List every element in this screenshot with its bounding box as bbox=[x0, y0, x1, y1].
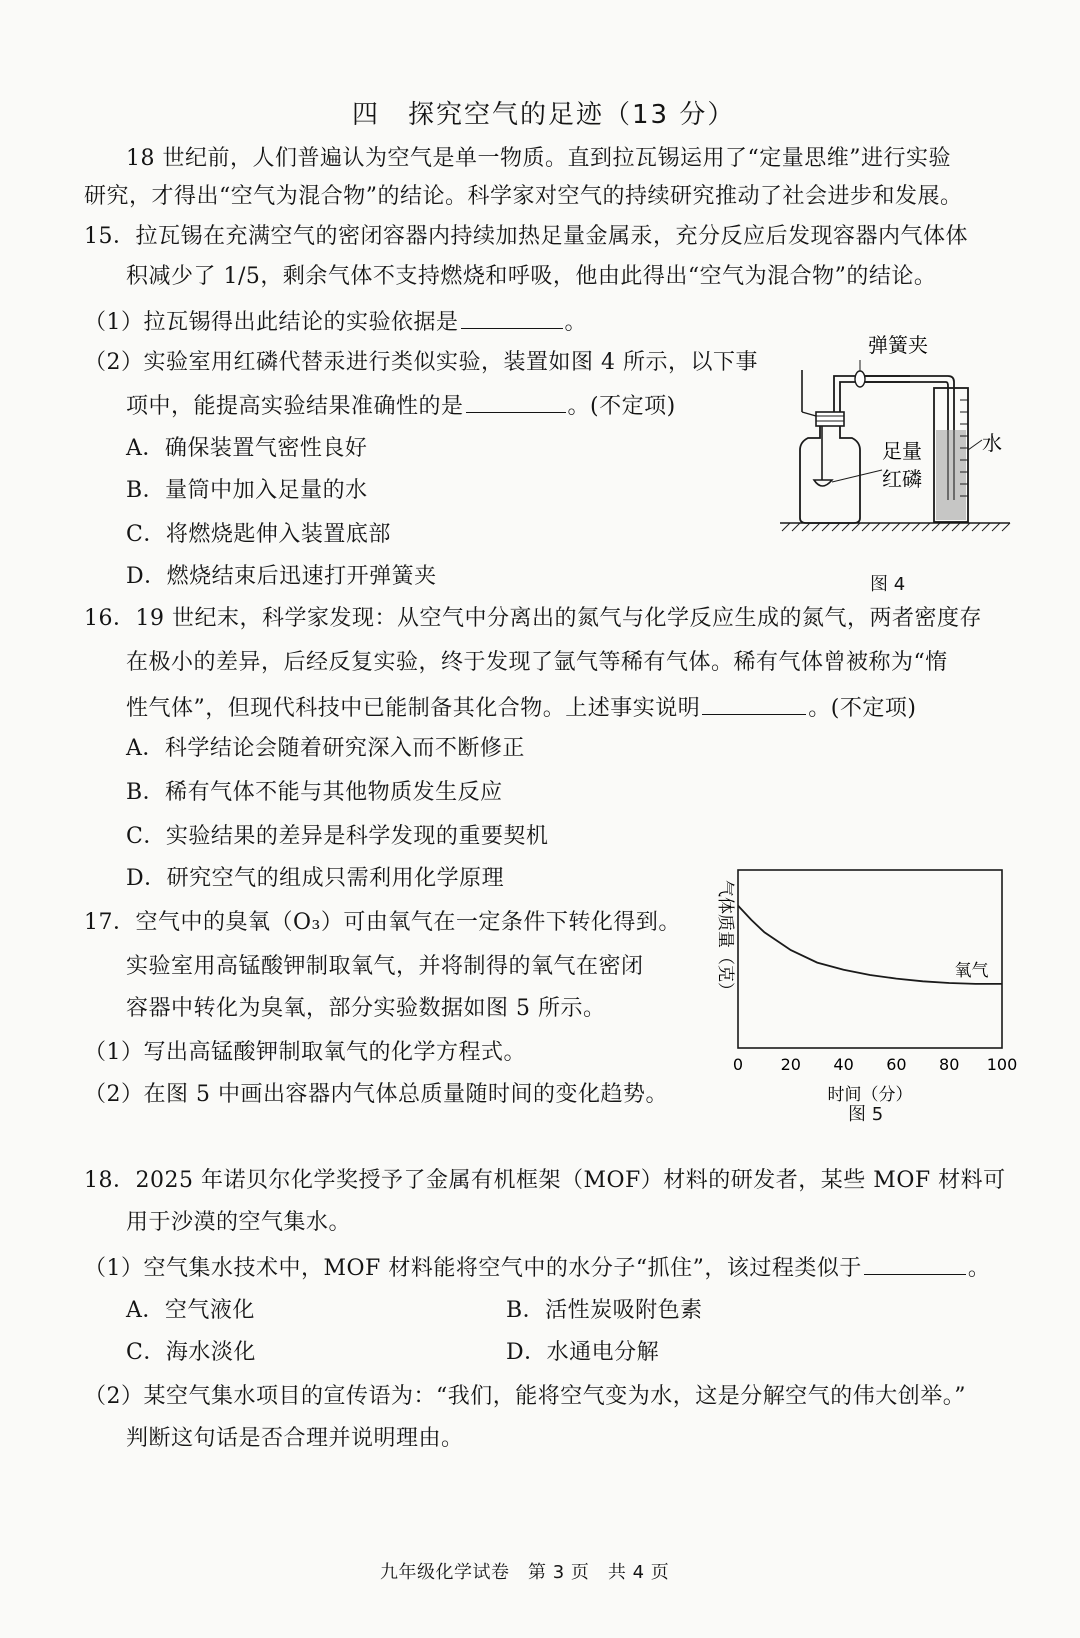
q18-stem-line-2: 用于沙漠的空气集水。 bbox=[126, 1210, 352, 1235]
q15-option-b: B．量筒中加入足量的水 bbox=[126, 478, 368, 503]
q16-stem-line-3 bbox=[126, 692, 916, 724]
q15-sub1-answer-blank[interactable] bbox=[461, 306, 563, 329]
chart-x-tick-label: 100 bbox=[986, 1055, 1018, 1074]
q16-stem-line-2: 在极小的差异，后经反复实验，终于发现了氩气等稀有气体。稀有气体曾被称为“惰 bbox=[126, 650, 948, 675]
q18-option-d: D．水通电分解 bbox=[506, 1340, 660, 1365]
q16-option-a: A．科学结论会随着研究深入而不断修正 bbox=[126, 736, 525, 761]
figure-5-chart bbox=[690, 860, 1030, 1120]
q16-answer-blank[interactable] bbox=[702, 692, 806, 715]
q15-option-c: C．将燃烧匙伸入装置底部 bbox=[126, 522, 391, 547]
q18-sub1 bbox=[84, 1252, 990, 1284]
page-footer: 九年级化学试卷 第 3 页 共 4 页 bbox=[380, 1562, 670, 1583]
q18-option-b: B．活性炭吸附色素 bbox=[506, 1298, 703, 1323]
q15-sub1-tail: 。 bbox=[564, 310, 588, 335]
section-title: 四 探究空气的足迹（13 分） bbox=[352, 100, 736, 130]
q18-sub2-line-1: （2）某空气集水项目的宣传语为：“我们，能将空气变为水，这是分解空气的伟大创举。” bbox=[84, 1384, 966, 1409]
intro-line-2: 研究，才得出“空气为混合物”的结论。科学家对空气的持续研究推动了社会进步和发展。 bbox=[84, 184, 963, 209]
q15-sub2-line-1: （2）实验室用红磷代替汞进行类似实验，装置如图 4 所示，以下事 bbox=[84, 350, 758, 375]
intro-line-1: 18 世纪前，人们普遍认为空气是单一物质。直到拉瓦锡运用了“定量思维”进行实验 bbox=[126, 146, 951, 171]
chart-series-oxygen-label: 氧气 bbox=[954, 960, 989, 981]
q16-stem-line-1: 16．19 世纪末，科学家发现：从空气中分离出的氮气与化学反应生成的氮气，两者密度存 bbox=[84, 606, 982, 631]
q18-option-c: C．海水淡化 bbox=[126, 1340, 256, 1365]
stopper bbox=[816, 412, 844, 426]
q15-stem-line-2: 积减少了 1/5，剩余气体不支持燃烧和呼吸，他由此得出“空气为混合物”的结论。 bbox=[126, 264, 937, 289]
q15-sub2-line-2 bbox=[126, 390, 676, 422]
chart-x-ticks bbox=[733, 1055, 1017, 1074]
q18-sub1-answer-blank[interactable] bbox=[864, 1252, 966, 1275]
water-in-cylinder bbox=[936, 430, 966, 520]
q17-stem-line-1: 17．空气中的臭氧（O₃）可由氧气在一定条件下转化得到。 bbox=[84, 910, 681, 935]
chart-x-tick-label: 60 bbox=[886, 1055, 907, 1074]
q15-stem-line-1: 15．拉瓦锡在充满空气的密闭容器内持续加热足量金属汞，充分反应后发现容器内气体体 bbox=[84, 224, 968, 249]
ignition-spoon bbox=[814, 480, 832, 486]
q18-stem-line-1: 18．2025 年诺贝尔化学奖授予了金属有机框架（MOF）材料的研发者，某些 MOF 材料可 bbox=[84, 1168, 1006, 1193]
q15-sub1-text: （1）拉瓦锡得出此结论的实验依据是 bbox=[84, 310, 459, 335]
phosphorus-label-2: 红磷 bbox=[882, 467, 922, 491]
q16-stem-tail: 。(不定项) bbox=[808, 696, 917, 721]
q16-option-d: D．研究空气的组成只需利用化学原理 bbox=[126, 866, 505, 891]
q17-stem-line-3: 容器中转化为臭氧，部分实验数据如图 5 所示。 bbox=[126, 996, 606, 1021]
figure-4-caption: 图 4 bbox=[870, 574, 906, 595]
q17-stem-line-2: 实验室用高锰酸钾制取氧气，并将制得的氧气在密闭 bbox=[126, 954, 644, 979]
water-label: 水 bbox=[982, 431, 1002, 455]
q18-sub1-text: （1）空气集水技术中，MOF 材料能将空气中的水分子“抓住”，该过程类似于 bbox=[84, 1256, 862, 1281]
spring-clamp-label: 弹簧夹 bbox=[868, 333, 928, 357]
q16-stem-text: 性气体”，但现代科技中已能制备其化合物。上述事实说明 bbox=[126, 696, 701, 721]
chart-plot-area bbox=[738, 870, 1002, 1048]
chart-x-tick-label: 80 bbox=[939, 1055, 960, 1074]
spring-clamp bbox=[855, 371, 865, 387]
q15-sub1 bbox=[84, 306, 587, 338]
chart-x-axis-label: 时间（分） bbox=[827, 1085, 913, 1105]
figure-4-apparatus bbox=[770, 330, 1020, 560]
q17-sub1: （1）写出高锰酸钾制取氧气的化学方程式。 bbox=[84, 1040, 526, 1065]
q18-sub2-line-2: 判断这句话是否合理并说明理由。 bbox=[126, 1426, 464, 1451]
phosphorus-label-1: 足量 bbox=[882, 439, 922, 463]
chart-x-tick-label: 0 bbox=[732, 1055, 744, 1074]
q15-sub2-answer-blank[interactable] bbox=[466, 390, 566, 413]
chart-x-tick-label: 20 bbox=[780, 1055, 801, 1074]
chart-y-axis-label: 气体质量（克） bbox=[715, 880, 735, 999]
q15-option-d: D．燃烧结束后迅速打开弹簧夹 bbox=[126, 564, 437, 589]
q17-sub2: （2）在图 5 中画出容器内气体总质量随时间的变化趋势。 bbox=[84, 1082, 668, 1107]
q18-option-a: A．空气液化 bbox=[126, 1298, 255, 1323]
q15-sub2-text: 项中，能提高实验结果准确性的是 bbox=[126, 394, 464, 419]
q16-option-c: C．实验结果的差异是科学发现的重要契机 bbox=[126, 824, 549, 849]
q16-option-b: B．稀有气体不能与其他物质发生反应 bbox=[126, 780, 503, 805]
q15-option-a: A．确保装置气密性良好 bbox=[126, 436, 368, 461]
chart-x-tick-label: 40 bbox=[833, 1055, 854, 1074]
q18-sub1-tail: 。 bbox=[967, 1256, 991, 1281]
q15-sub2-tail: 。(不定项) bbox=[567, 394, 676, 419]
ground-hatching bbox=[782, 523, 1010, 531]
phosphorus-pointer bbox=[832, 470, 882, 482]
water-pointer bbox=[968, 440, 982, 450]
flask bbox=[800, 425, 860, 523]
figure-5-caption: 图 5 bbox=[848, 1104, 884, 1125]
